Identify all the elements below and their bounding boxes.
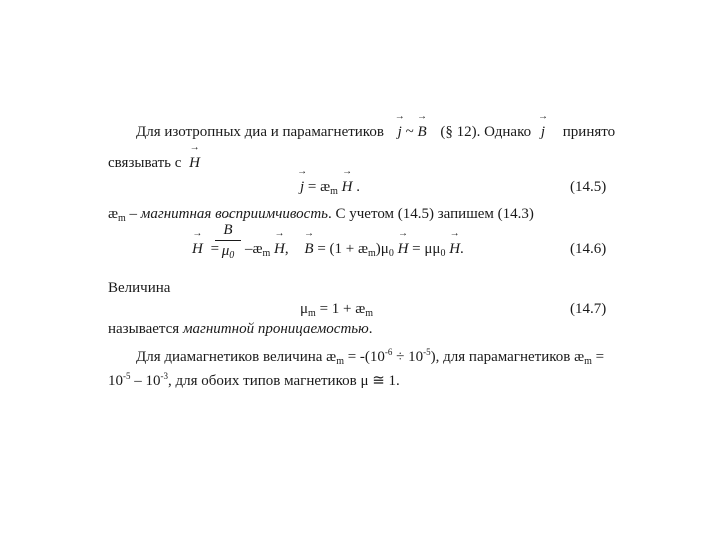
- eq146-part4: = μμ: [412, 241, 441, 257]
- kappa-symbol: æ: [108, 206, 119, 222]
- p7-end: , для обоих типов магнетиков μ ≅ 1.: [168, 373, 400, 389]
- equation-14-6-right: [245, 240, 464, 263]
- vector-j-2: → j: [541, 123, 545, 141]
- equation-number-14-6: (14.6): [570, 241, 607, 257]
- fraction-den-sub: 0: [229, 250, 235, 261]
- p1-start: Для изотропных диа и парамагнетиков: [136, 124, 384, 140]
- p6-mid2: ÷ 10: [392, 349, 424, 365]
- eq147-mu: μ: [300, 301, 309, 317]
- p4-text: Величина: [108, 280, 171, 296]
- eq147-mu-sub: m: [308, 308, 316, 319]
- p3-dash: –: [125, 206, 141, 222]
- eq147-rest: = 1 + æ: [315, 301, 366, 317]
- eq146-part4-sub: 0: [440, 248, 446, 259]
- p6-sup2: -5: [423, 347, 431, 357]
- equation-14-5: [300, 178, 360, 201]
- p6-mid1: = -(10: [343, 349, 385, 365]
- p6-end: =: [591, 349, 605, 365]
- p7-sup1: -5: [123, 371, 131, 381]
- eq146-minus: –æ: [245, 241, 263, 257]
- p7-start: 10: [108, 373, 123, 389]
- term-susceptibility: магнитная восприимчивость: [140, 206, 328, 222]
- eq146-vector-h4: → H: [449, 240, 460, 258]
- proportional-sign: ~: [405, 124, 414, 140]
- paragraph-line-7: [108, 367, 400, 390]
- equation-number-14-7: (14.7): [570, 301, 607, 317]
- eq146-vector-h3: → H: [398, 240, 409, 258]
- p6-sup1: -6: [384, 347, 393, 357]
- p1-end: принято: [562, 124, 616, 140]
- eq145-vector-j: → j: [300, 178, 304, 196]
- eq146-vector-h2: → H: [274, 240, 285, 258]
- p7-sup2: -3: [160, 371, 168, 381]
- p2-text: связывать с: [108, 155, 182, 171]
- p1-ref: (§ 12). Однако: [440, 124, 532, 140]
- eq145-dot: .: [356, 179, 361, 195]
- eq145-vector-h: → H: [342, 178, 353, 196]
- fraction-b-over-mu0: [215, 222, 241, 265]
- fraction-numerator-b: → B: [221, 222, 234, 240]
- eq146-comma: ,: [284, 241, 289, 257]
- vector-b: → B: [417, 123, 426, 141]
- paragraph-line-5: [108, 320, 372, 338]
- paragraph-line-1: [136, 123, 615, 141]
- p6-sub1: m: [336, 356, 344, 367]
- eq146-minus-sub: m: [262, 248, 271, 259]
- p5-start: называется: [108, 321, 183, 337]
- term-permeability: магнитной проницаемостью: [182, 321, 369, 337]
- eq146-dot: .: [460, 241, 464, 257]
- eq145-sub: m: [330, 186, 338, 197]
- eq146-eq: =: [210, 241, 220, 257]
- kappa-sub: m: [118, 213, 126, 224]
- paragraph-line-3: [108, 205, 534, 228]
- eq146-part2-sub: m: [367, 248, 376, 259]
- vector-h: → H: [189, 154, 200, 172]
- eq145-mid: = æ: [307, 179, 331, 195]
- p6-mid3: ), для парамагнетиков æ: [430, 349, 585, 365]
- eq146-vector-b: → B: [304, 240, 313, 258]
- paragraph-line-4: [108, 279, 170, 297]
- p6-start: Для диамагнетиков величина æ: [136, 349, 337, 365]
- eq147-rest-sub: m: [365, 308, 374, 319]
- p7-mid: – 10: [130, 373, 161, 389]
- eq146-part3: )μ: [375, 241, 389, 257]
- eq146-part2: = (1 + æ: [317, 241, 368, 257]
- vector-j: → j: [398, 123, 402, 141]
- paragraph-line-2: [108, 154, 200, 172]
- eq146-vector-h: → H: [192, 240, 203, 258]
- eq146-part3-sub: 0: [388, 248, 394, 259]
- fraction-den-mu: μ: [221, 243, 230, 259]
- p6-sub2: m: [584, 356, 592, 367]
- p5-end: .: [368, 321, 373, 337]
- p3-rest: . С учетом (14.5) запишем (14.3): [328, 206, 534, 222]
- fraction-denominator: [222, 241, 235, 265]
- equation-number-14-5: (14.5): [570, 179, 607, 195]
